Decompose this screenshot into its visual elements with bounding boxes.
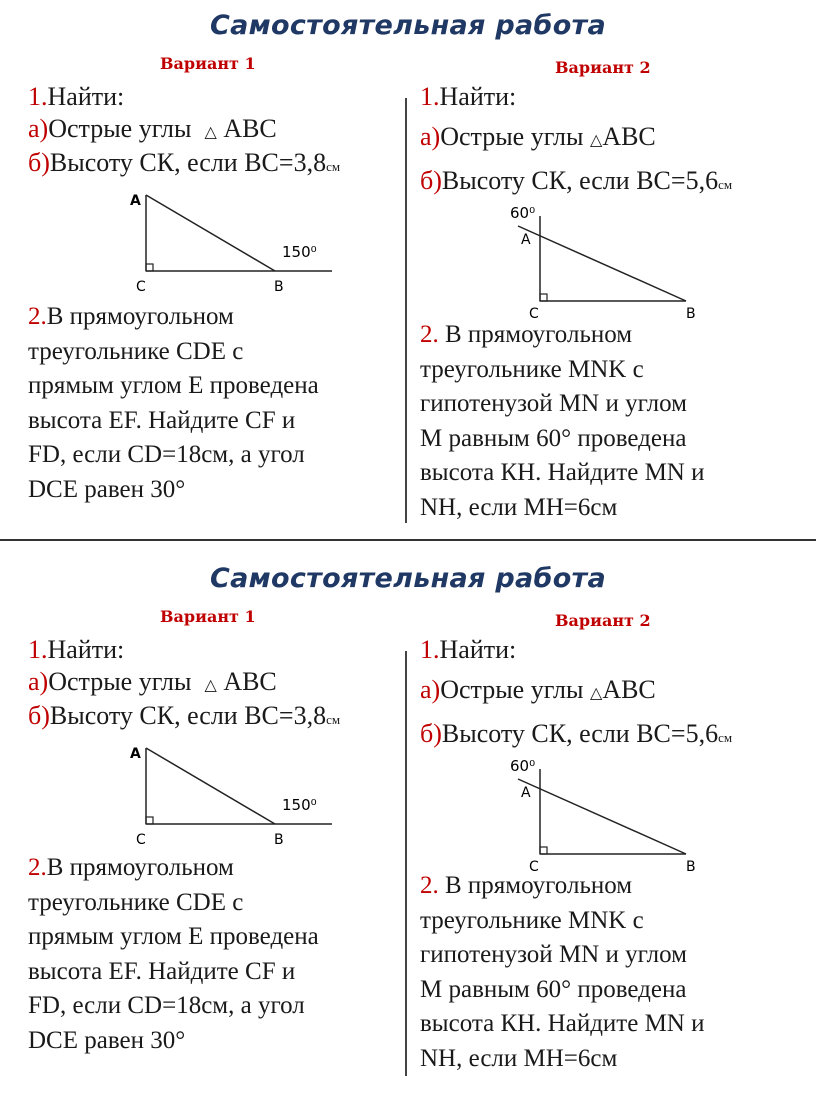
v2-b-unit: см <box>718 177 733 192</box>
v1-task2-number: 2. <box>28 303 47 330</box>
v2-b-text: Высоту СК, если ВС=5,6 <box>441 719 719 748</box>
v2-task1-heading <box>420 84 516 110</box>
v1-task1-b <box>28 150 340 176</box>
worksheet-title: Самостоятельная работа <box>209 563 607 594</box>
v1-angle-label: 150⁰ <box>282 243 317 261</box>
v2-task2-line: NH, если МН=6см <box>420 1044 618 1072</box>
v1-task1-text: Найти: <box>47 82 125 111</box>
v2-task2-line: М равным 60° проведена <box>420 424 687 452</box>
v2-task2 <box>420 318 705 525</box>
v2-label-a: A <box>521 232 531 248</box>
v1-task2-line: прямым углом Е проведена <box>28 372 319 399</box>
v1-triangle-figure <box>120 738 340 853</box>
v1-task1-a <box>28 669 277 695</box>
column-divider <box>405 651 407 1076</box>
v1-task2 <box>28 851 319 1058</box>
v2-task2-line: треугольнике MNK с <box>420 906 644 934</box>
triangle-icon: △ <box>590 130 603 149</box>
column-divider <box>405 98 407 523</box>
v1-a-abc: ABC <box>223 114 277 143</box>
v1-task2-number: 2. <box>28 854 47 881</box>
worksheet-title: Самостоятельная работа <box>209 10 607 41</box>
v1-task2-line: треугольнике CDE с <box>28 888 244 916</box>
v2-label-c: C <box>529 859 539 875</box>
v2-b-unit: см <box>718 730 733 745</box>
v1-task2-line: DCE равен 30° <box>28 475 186 503</box>
v1-b-unit: см <box>326 712 341 727</box>
v2-label-b: B <box>686 306 696 322</box>
v1-task2-line: треугольнике CDE с <box>28 337 244 365</box>
v2-task1-heading <box>420 637 516 663</box>
v1-task1-heading <box>28 84 124 110</box>
v2-a-abc: ABC <box>602 675 656 704</box>
v2-task2-line: гипотенузой MN и углом <box>420 941 687 968</box>
v2-task2 <box>420 869 705 1076</box>
v2-label-c: C <box>529 306 539 322</box>
v1-task2-line: В прямоугольном <box>46 303 234 330</box>
v2-a-prefix: а) <box>420 675 441 704</box>
v2-triangle-figure <box>500 751 720 876</box>
v1-task2 <box>28 300 319 507</box>
v2-task1-b <box>420 168 732 194</box>
v1-task2-line: прямым углом Е проведена <box>28 923 319 950</box>
v1-angle-label: 150⁰ <box>282 796 317 814</box>
v2-task2-number: 2. <box>420 872 439 899</box>
v1-b-prefix: б) <box>28 148 50 177</box>
v2-task1-a <box>420 677 656 703</box>
worksheet-bottom <box>0 553 816 1093</box>
worksheet-top <box>0 0 816 540</box>
v1-a-text: Острые углы <box>48 667 192 696</box>
v2-a-text: Острые углы <box>440 675 584 704</box>
v1-task1-a <box>28 116 277 142</box>
variant-1-heading: Вариант 1 <box>160 54 256 73</box>
v1-label-b: B <box>274 832 284 848</box>
v2-task2-line: В прямоугольном <box>445 321 633 348</box>
sheet-separator <box>0 539 816 541</box>
v2-b-prefix: б) <box>420 719 442 748</box>
v1-a-prefix: а) <box>28 667 49 696</box>
v2-b-text: Высоту СК, если ВС=5,6 <box>441 166 719 195</box>
v2-task1-text: Найти: <box>439 635 517 664</box>
v2-task2-line: гипотенузой MN и углом <box>420 390 687 417</box>
v2-task1-number: 1. <box>420 82 440 111</box>
v2-task2-line: В прямоугольном <box>445 872 633 899</box>
v2-task2-line: высота КН. Найдите MN и <box>420 1010 705 1037</box>
v1-a-text: Острые углы <box>48 114 192 143</box>
v1-task2-line: DCE равен 30° <box>28 1026 186 1054</box>
triangle-icon: △ <box>204 122 217 141</box>
v1-task1-text: Найти: <box>47 635 125 664</box>
v2-triangle-figure <box>500 198 720 323</box>
v2-b-prefix: б) <box>420 166 442 195</box>
v2-label-a: A <box>521 785 531 801</box>
v2-a-text: Острые углы <box>440 122 584 151</box>
v1-a-prefix: а) <box>28 114 49 143</box>
v1-b-prefix: б) <box>28 701 50 730</box>
v1-triangle-figure <box>120 185 340 300</box>
variant-1-heading: Вариант 1 <box>160 607 256 626</box>
v1-task1-heading <box>28 637 124 663</box>
v1-label-b: B <box>274 279 284 295</box>
v2-task2-line: треугольнике MNK с <box>420 355 644 383</box>
v2-task1-number: 1. <box>420 635 440 664</box>
v2-a-prefix: а) <box>420 122 441 151</box>
v2-a-abc: ABC <box>602 122 656 151</box>
v1-b-text: Высоту СК, если ВС=3,8 <box>49 148 327 177</box>
v1-task2-line: высота EF. Найдите CF и <box>28 406 296 434</box>
v1-task1-number: 1. <box>28 82 48 111</box>
v1-label-c: C <box>136 279 146 295</box>
v2-task1-b <box>420 721 732 747</box>
v1-task2-line: В прямоугольном <box>46 854 234 881</box>
v1-task1-b <box>28 703 340 729</box>
v2-task1-text: Найти: <box>439 82 517 111</box>
variant-2-heading: Вариант 2 <box>555 58 651 77</box>
v1-task2-line: высота EF. Найдите CF и <box>28 957 296 985</box>
triangle-icon: △ <box>204 675 217 694</box>
v2-task1-a <box>420 124 656 150</box>
v2-task2-number: 2. <box>420 321 439 348</box>
triangle-icon: △ <box>590 683 603 702</box>
v1-a-abc: ABC <box>223 667 277 696</box>
variant-2-heading: Вариант 2 <box>555 611 651 630</box>
v2-task2-line: NH, если МН=6см <box>420 493 618 521</box>
v1-label-a: A <box>130 746 141 762</box>
v1-task2-line: FD, если CD=18см, а угол <box>28 992 305 1019</box>
v1-task1-number: 1. <box>28 635 48 664</box>
v2-angle-label: 60⁰ <box>510 204 536 222</box>
v2-task2-line: высота КН. Найдите MN и <box>420 459 705 486</box>
v1-label-c: C <box>136 832 146 848</box>
v2-angle-label: 60⁰ <box>510 757 536 775</box>
v2-label-b: B <box>686 859 696 875</box>
v1-task2-line: FD, если CD=18см, а угол <box>28 441 305 468</box>
v1-b-unit: см <box>326 159 341 174</box>
v2-task2-line: М равным 60° проведена <box>420 975 687 1003</box>
v1-label-a: A <box>130 193 141 209</box>
v1-b-text: Высоту СК, если ВС=3,8 <box>49 701 327 730</box>
